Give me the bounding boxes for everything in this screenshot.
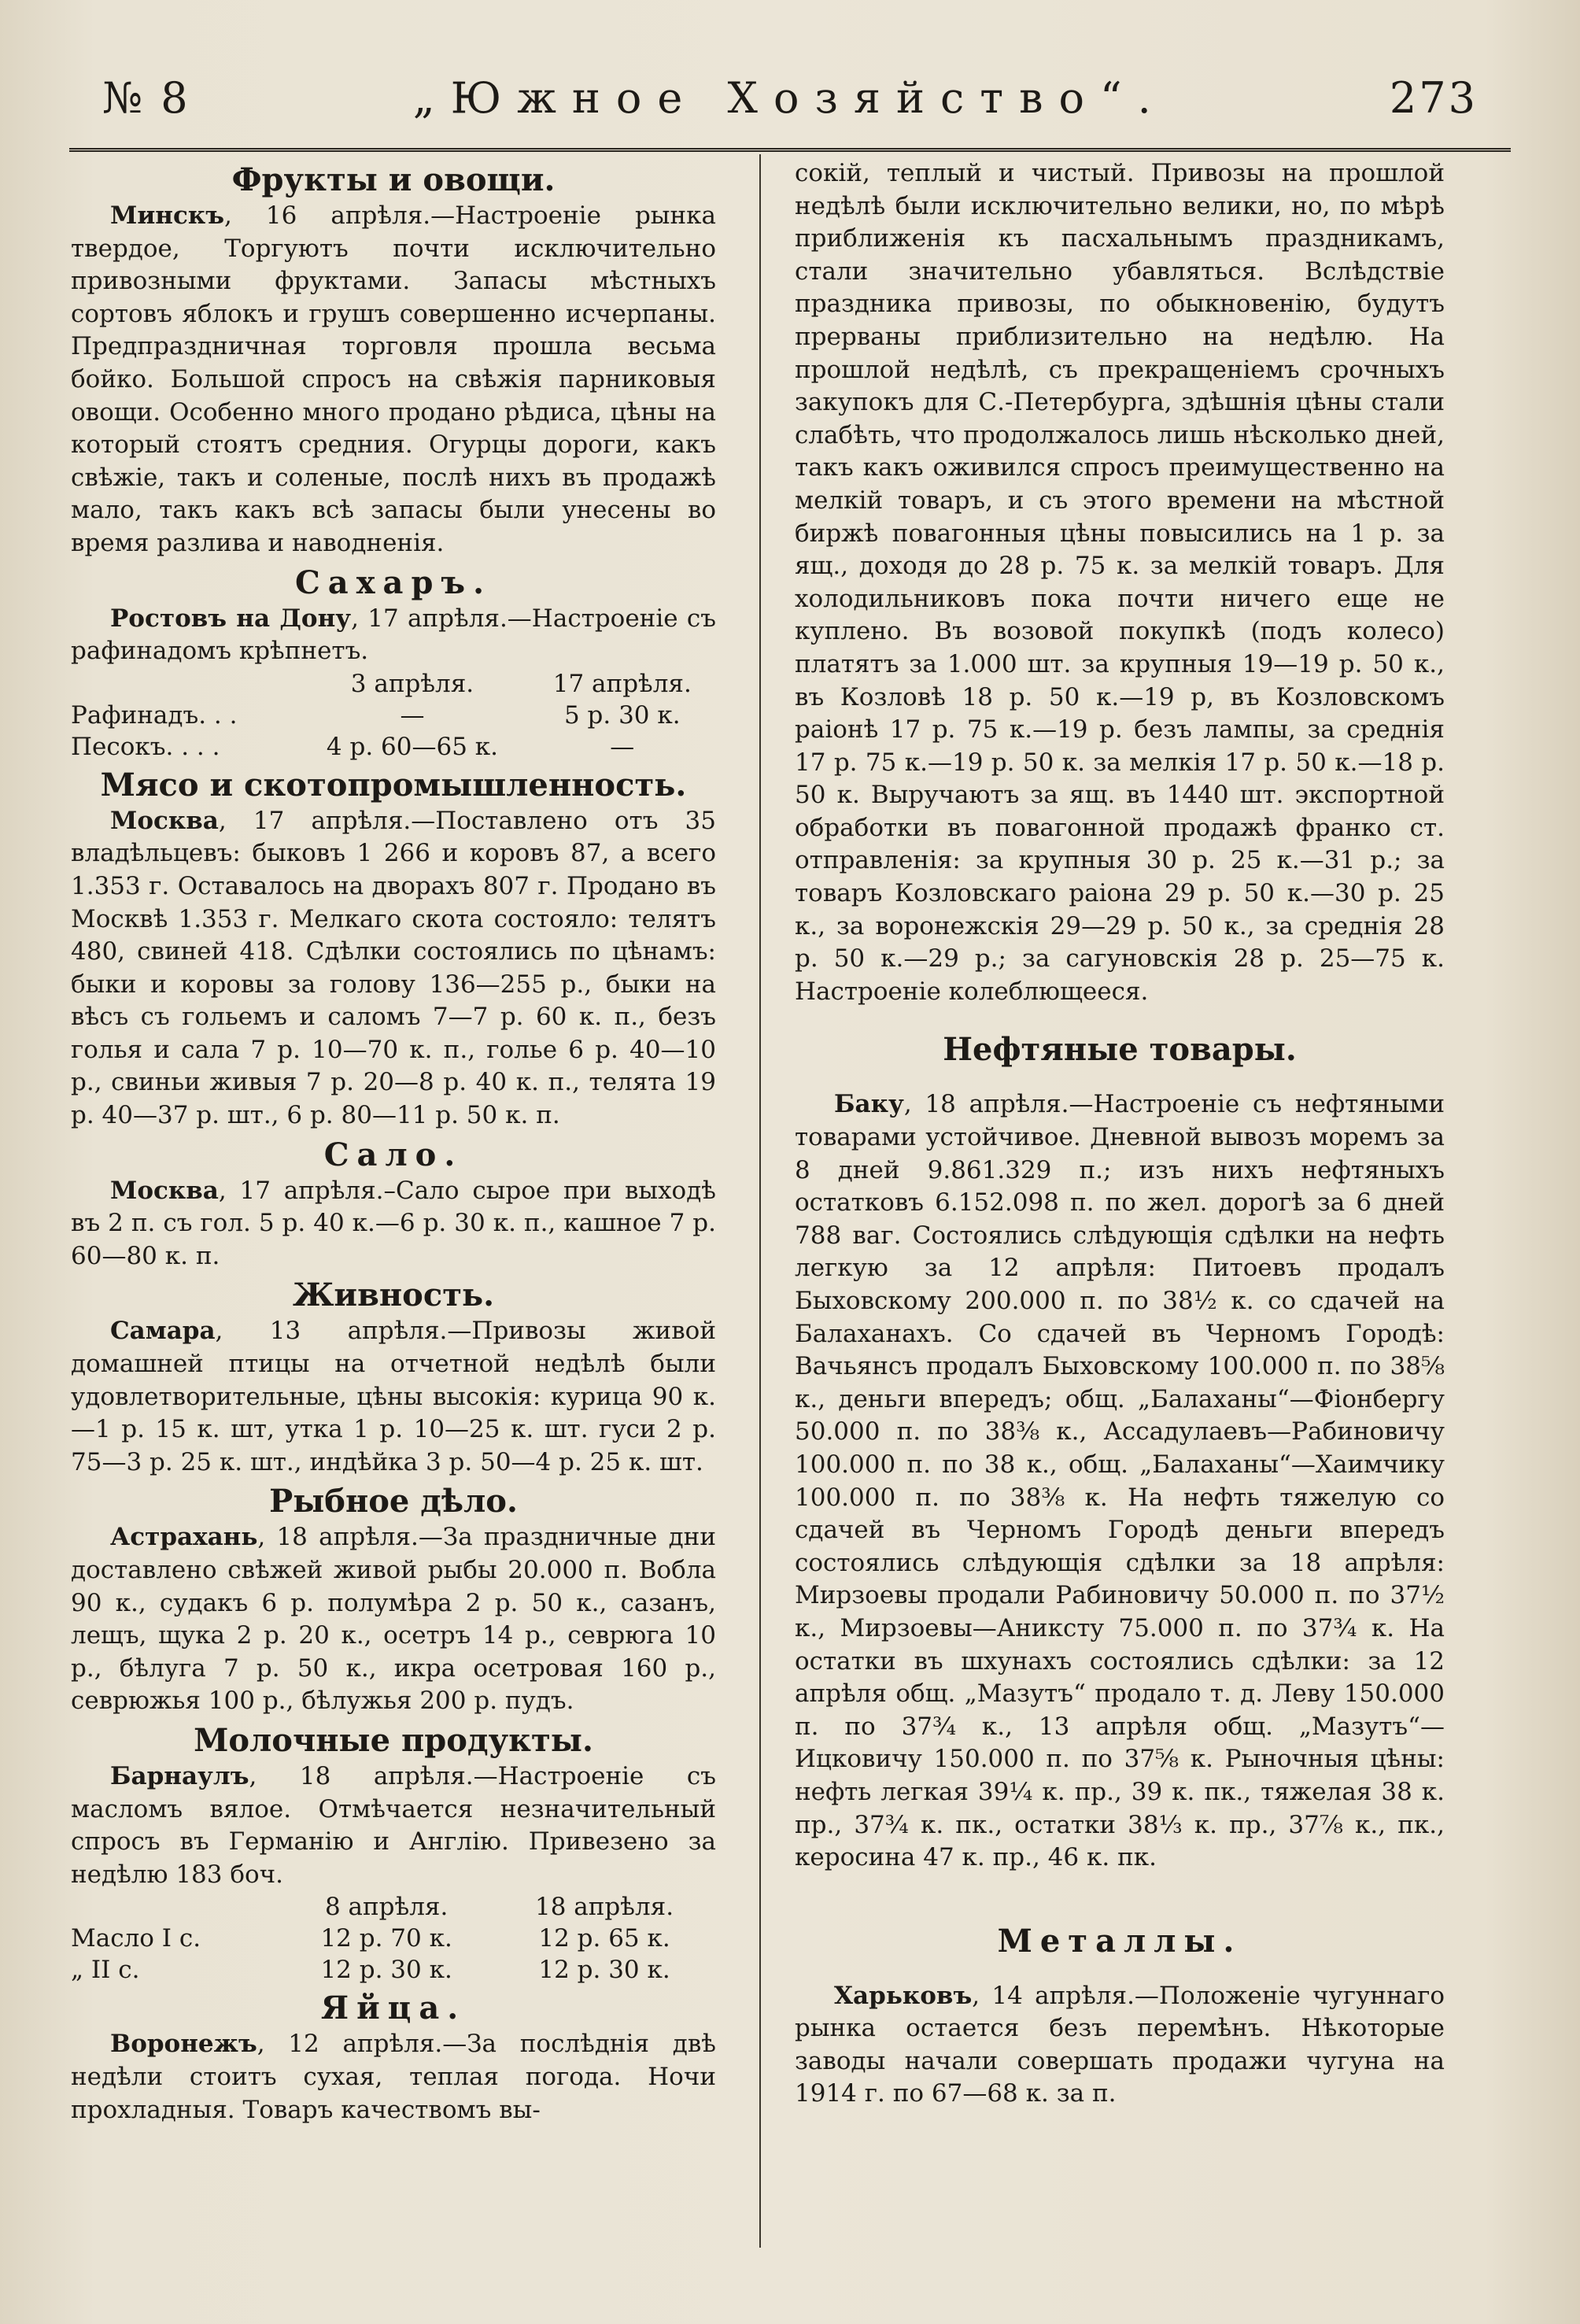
article-meat xyxy=(71,805,716,1132)
table-row xyxy=(71,700,716,731)
section-title-fruits: Фрукты и овощи. xyxy=(231,161,556,198)
price-cell: 5 р. 30 к. xyxy=(563,700,681,730)
product-name: Масло I с. xyxy=(71,1924,201,1953)
article-metals xyxy=(795,1980,1445,2111)
section-title-metals: Металлы. xyxy=(997,1922,1242,1960)
product-name: Рафинадъ. . . xyxy=(71,700,238,730)
price-cell: 4 р. 60—65 к. xyxy=(326,732,499,761)
right-column xyxy=(795,157,1445,2111)
section-title-oil: Нефтяные товары. xyxy=(943,1031,1297,1069)
section-title-lard: Сало. xyxy=(323,1136,463,1173)
article-lard xyxy=(71,1175,716,1273)
article-fruits xyxy=(71,200,716,560)
sugar-price-table xyxy=(71,668,716,763)
page-header xyxy=(102,66,1478,129)
price-cell: 12 р. 65 к. xyxy=(538,1924,670,1953)
article-eggs xyxy=(71,2028,716,2126)
article-location: Москва xyxy=(110,1176,219,1205)
article-location: Астрахань xyxy=(110,1523,258,1552)
left-column xyxy=(71,157,716,2126)
article-text: , 16 апрѣля.—Настроеніе рынка твердое, Торгуютъ почти исключительно привозными фруктами. Запасы мѣстныхъ сортовъ яблокъ и грушъ совершенно исчерпаны. Предпраздничная торговля прошла весьма бойко. Большой спросъ на свѣжія парниковыя овощи. Особенно много продано рѣдиса, цѣны на который стоятъ средния. Огурцы дороги, какъ свѣжіе, такъ и соленые, послѣ нихъ въ продажѣ мало, такъ какъ всѣ запасы были унесены во время разлива и наводненія. xyxy=(71,201,716,557)
issue-number: № 8 xyxy=(102,72,190,123)
section-title-fish: Рыбное дѣло. xyxy=(269,1483,518,1520)
article-text: , 12 апрѣля.—За послѣднія двѣ недѣли стоитъ сухая, теплая погода. Ночи прохладныя. Товаръ качествомъ вы- xyxy=(71,2030,716,2124)
article-location: Минскъ xyxy=(110,201,225,230)
product-name: „ II с. xyxy=(71,1956,140,1985)
article-text: , 13 апрѣля.—Привозы живой домашней птицы на отчетной недѣлѣ были удовлетворительные, цѣны высокія: курица 90 к.—1 р. 15 к. шт, утка 1 р. 10—25 к. шт. гуси 2 р. 75—3 р. 25 к. шт., индѣйка 3 р. 50—4 р. 25 к. шт. xyxy=(71,1317,716,1476)
article-text: , 18 апрѣля.—Настроеніе съ нефтяными товарами устойчивое. Дневной вывозъ моремъ за 8 дней 9.861.329 п.; изъ нихъ нефтяныхъ остатковъ 6.152.098 п. по жел. дорогѣ за 6 дней 788 ваг. Состоялись слѣдующія сдѣлки на нефть легкую за 12 апрѣля: Питоевъ продалъ Быховскому 200.000 п. по 38½ к. со сдачей на Балаханахъ. Со сдачей въ Черномъ Городѣ: Вачьянсъ продалъ Быховскому 100.000 п. по 38⅝ к., деньги впередъ; общ. „Балаханы“—Фіонбергу 50.000 п. по 38⅜ к., Ассадулаевъ—Рабиновичу 100.000 п. по 38 к., общ. „Балаханы“—Хаимчику 100.000 п. по 38⅜ к. На нефть тяжелую со сдачей въ Черномъ Городѣ деньги впередъ состоялись слѣдующія сдѣлки за 18 апрѣля: Мирзоевы продали Рабиновичу 50.000 п. по 37½ к., Мирзоевы—Аникстy 75.000 п. по 37¾ к. На остатки въ шхунахъ состоялись сдѣлки: за 12 апрѣля общ. „Мазутъ“ продало т. д. Леву 150.000 п. по 37¾ к., 13 апрѣля общ. „Мазутъ“—Ицковичу 150.000 п. по 37⅝ к. Рыночныя цѣны: нефть легкая 39¼ к. пр., 39 к. пк., тяжелая 38 к. пр., 37¾ к. пк., остатки 38⅓ к. пр., 37⅞ к., пк., керосина 47 к. пр., 46 к. пк. xyxy=(795,1090,1445,1872)
article-location: Ростовъ на Дону xyxy=(110,604,352,633)
header-rule xyxy=(69,148,1511,152)
table-header-row xyxy=(71,1891,716,1923)
column-header: 18 апрѣля. xyxy=(534,1893,674,1922)
journal-title: „Южное Хозяйство“. xyxy=(412,72,1167,123)
article-text: , 17 апрѣля.–Сало сырое при выходѣ въ 2 п. съ гол. 5 р. 40 к.—6 р. 30 к. п., кашное 7 р. 60—80 к. п. xyxy=(71,1176,716,1270)
section-title-poultry: Живность. xyxy=(292,1277,495,1314)
article-text: , 17 апрѣля.—Поставлено отъ 35 владѣльцевъ: быковъ 1 266 и коровъ 87, а всего 1.353 г. Оставалось на дворахъ 807 г. Продано въ Москвѣ 1.353 г. Мелкаго скота состояло: телятъ 480, свиней 418. Сдѣлки состоялись по цѣнамъ: быки и коровы за голову 136—255 р., быки на вѣсъ съ гольемъ и саломъ 7—7 р. 60 к. п., безъ голья и сала 7 р. 10—70 к. п., голье 6 р. 40—10 р., свиньи живыя 7 р. 20—8 р. 40 к. п., телята 19 р. 40—37 р. шт., 6 р. 80—11 р. 50 к. п. xyxy=(71,806,716,1130)
article-location: Москва xyxy=(110,806,219,835)
section-title-meat: Мясо и скотопромышленность. xyxy=(100,766,687,804)
article-eggs-continued: сокій, теплый и чистый. Привозы на прошлой недѣлѣ были исключительно велики, но, по мѣрѣ приближенія къ пасхальнымъ праздникамъ, стали значительно убавляться. Вслѣдствіе праздника привозы, по обыкновенію, будутъ прерваны приблизительно на недѣлю. На прошлой недѣлѣ, съ прекращеніемъ срочныхъ закупокъ для С.-Петербурга, здѣшнія цѣны стали слабѣть, что продолжалось лишь нѣсколько дней, такъ какъ оживился спросъ преимущественно на мелкій товаръ, и съ этого времени на мѣстной биржѣ повагонныя цѣны повысились на 1 р. за ящ., доходя до 28 р. 75 к. за мелкій товаръ. Для холодильниковъ пока почти ничего еще не куплено. Въ возовой покупкѣ (подъ колесо) платятъ за 1.000 шт. за крупныя 19—19 р. 50 к., въ Козловѣ 18 р. 50 к.—19 р, въ Козловскомъ раіонѣ 17 р. 75 к.—19 р. безъ лампы, за среднія 17 р. 75 к.—19 р. 50 к. за мелкія 17 р. 50 к.—18 р. 50 к. Выручаютъ за ящ. въ 1440 шт. экспортной обработки въ повагонной продажѣ франко ст. отправленія: за крупныя 30 р. 25 к.—31 р.; за товаръ Козловскаго раіона 29 р. 50 к.—30 р. 25 к., за воронежскія 29—29 р. 50 к., за среднія 28 р. 50 к.—29 р.; за сагуновскія 28 р. 25—75 к. Настроеніе колеблющееся. xyxy=(795,159,1445,1006)
column-header: 17 апрѣля. xyxy=(552,669,692,698)
table-row xyxy=(71,1954,716,1986)
article-location: Барнаулъ xyxy=(110,1761,249,1790)
butter-price-table xyxy=(71,1891,716,1986)
article-dairy xyxy=(71,1761,716,1891)
table-row xyxy=(71,1923,716,1954)
price-cell: — xyxy=(610,732,635,761)
article-text: , 18 апрѣля.—Настроеніе съ масломъ вялое. Отмѣчается незначительный спросъ въ Германію и Англію. Привезено за недѣлю 183 боч. xyxy=(71,1761,716,1889)
column-divider xyxy=(759,154,761,2248)
article-oil xyxy=(795,1088,1445,1874)
column-header: 8 апрѣля. xyxy=(324,1893,449,1922)
article-location: Самара xyxy=(110,1317,216,1346)
price-cell: — xyxy=(400,700,425,730)
article-location: Баку xyxy=(834,1090,904,1119)
article-poultry xyxy=(71,1315,716,1479)
article-sugar xyxy=(71,603,716,668)
article-location: Воронежъ xyxy=(110,2030,257,2059)
column-header: 3 апрѣля. xyxy=(350,669,474,698)
section-title-eggs: Яйца. xyxy=(320,1990,467,2027)
table-row xyxy=(71,731,716,763)
page-number: 273 xyxy=(1389,72,1478,123)
article-text: , 14 апрѣля.—Положеніе чугуннаго рынка остается безъ перемѣнъ. Нѣкоторые заводы начали совершать продажи чугуна на 1914 г. по 67—68 к. за п. xyxy=(795,1981,1445,2108)
article-text: , 18 апрѣля.—За праздничные дни доставлено свѣжей живой рыбы 20.000 п. Вобла 90 к., судакъ 6 р. полумѣра 2 р. 50 к., сазанъ, лещъ, щука 2 р. 20 к., осетръ 14 р., севрюга 10 р., бѣлуга 7 р. 50 к., икра осетровая 160 р., севрюжья 100 р., бѣлужья 200 р. пудъ. xyxy=(71,1523,716,1716)
table-header-row xyxy=(71,668,716,700)
product-name: Песокъ. . . . xyxy=(71,732,220,761)
price-cell: 12 р. 30 к. xyxy=(320,1956,452,1985)
article-location: Харьковъ xyxy=(834,1981,973,2010)
article-text: , 17 апрѣля.—Настроеніе съ рафинадомъ крѣпнетъ. xyxy=(71,604,716,666)
section-title-dairy: Молочные продукты. xyxy=(194,1721,593,1759)
article-fish xyxy=(71,1521,716,1718)
section-title-sugar: Сахаръ. xyxy=(294,563,493,601)
price-cell: 12 р. 70 к. xyxy=(320,1924,452,1953)
price-cell: 12 р. 30 к. xyxy=(538,1956,670,1985)
